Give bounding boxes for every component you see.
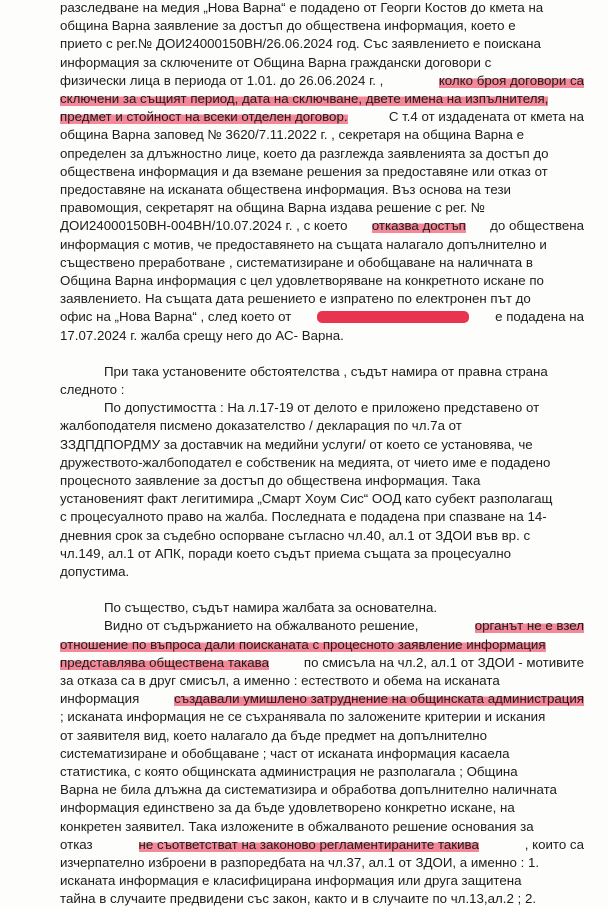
text-segment: ; исканата информация не се съхранявала по заложените критерии и искания bbox=[60, 709, 546, 725]
text-segment: Видно от съдържанието на обжалваното решение, bbox=[104, 618, 419, 634]
text-line bbox=[60, 327, 584, 345]
text-segment: , които са bbox=[524, 836, 584, 852]
text-line bbox=[60, 381, 584, 399]
text-line bbox=[60, 745, 584, 763]
text-line bbox=[60, 708, 584, 726]
text-segment: с процесуалното право на жалба. Последната е подадена при спазване на 14- bbox=[60, 509, 547, 525]
text-segment: определен за длъжностно лице, което да разглежда заявленията за достъп до bbox=[60, 145, 549, 161]
text-line bbox=[104, 617, 584, 635]
text-line bbox=[60, 0, 584, 17]
text-segment: С т.4 от издадената от кмета на bbox=[388, 109, 584, 125]
text-line bbox=[60, 181, 584, 199]
text-line bbox=[60, 690, 584, 708]
text-line bbox=[60, 654, 584, 672]
highlighted-text: отношение по въпроса дали поисканата с процесното заявление информация bbox=[60, 636, 546, 652]
text-segment: информация с мотив, че предоставянето на същата налагало допълнително и bbox=[60, 236, 547, 252]
text-segment: исканата информация е класифицирана информация или друга защитена bbox=[60, 873, 522, 889]
text-segment: Община Варна информация с цел удовлетворяване на конкретното искане по bbox=[60, 273, 544, 288]
text-segment: жалбоподателя писмено доказателство / декларация по чл.7а от bbox=[60, 418, 462, 434]
text-line bbox=[60, 35, 584, 53]
text-segment: е подадена на bbox=[495, 309, 584, 325]
text-line bbox=[60, 290, 584, 308]
text-segment: отказ bbox=[60, 836, 93, 852]
text-segment: физически лица в периода от 1.01. до 26.06.2024 г. , bbox=[60, 72, 384, 88]
text-segment: община Варна заявление за достъп до обществена информация, което е bbox=[60, 18, 516, 34]
highlighted-text: колко броя договори са bbox=[438, 72, 584, 88]
text-segment: процесното заявление за достъп до обществена информация. Така bbox=[60, 473, 481, 488]
text-line bbox=[104, 599, 584, 617]
highlighted-text: представлява обществена такава bbox=[60, 654, 269, 670]
text-segment: При така установените обстоятелства , съдът намира от правна страна bbox=[104, 363, 548, 379]
text-segment: по смисъла на чл.2, ал.1 от ЗДОИ - мотивите bbox=[303, 654, 584, 670]
text-line bbox=[60, 527, 584, 545]
text-line bbox=[60, 108, 584, 126]
text-line bbox=[60, 17, 584, 35]
text-line bbox=[60, 145, 584, 163]
text-line bbox=[60, 636, 584, 654]
redaction-mark bbox=[317, 311, 469, 323]
text-line bbox=[60, 781, 584, 799]
text-segment: съществено преработване , систематизиране и обобщаване на наличната в bbox=[60, 254, 533, 270]
text-line bbox=[104, 399, 584, 417]
text-line bbox=[60, 199, 584, 217]
text-line bbox=[60, 727, 584, 745]
text-segment: Варна не била длъжна да систематизира и обработва допълнително наличната bbox=[60, 782, 557, 798]
text-segment: информация за сключените от Община Варна граждански договори с bbox=[60, 54, 492, 70]
highlighted-text: предмет и стойност на всеки отделен договор. bbox=[60, 109, 348, 125]
text-line bbox=[60, 508, 584, 526]
highlighted-text: не съответстват на законово регламентираните такива bbox=[138, 836, 479, 852]
text-line bbox=[60, 436, 584, 454]
text-line bbox=[60, 72, 584, 90]
highlighted-text: сключени за същият период, дата на сключване, двете имена на изпълнителя, bbox=[60, 91, 549, 106]
text-segment: за отказа са в друг смисъл, а именно : естеството и обема на исканата bbox=[60, 673, 500, 688]
text-line bbox=[60, 163, 584, 181]
text-line bbox=[60, 417, 584, 435]
text-segment: правомощия, секретарят на община Варна издава решение с рег. № bbox=[60, 200, 486, 216]
text-segment: информация bbox=[60, 691, 140, 707]
text-segment: По същество, съдът намира жалбата за основателна. bbox=[104, 600, 438, 616]
text-line bbox=[60, 890, 584, 908]
text-line bbox=[60, 872, 584, 890]
text-segment: информация единствено за да бъде удовлетворено конкретно искане, на bbox=[60, 800, 515, 816]
text-line bbox=[60, 672, 584, 690]
text-line bbox=[60, 818, 584, 836]
text-segment: ДОИ24000150ВН-004ВН/10.07.2024 г. , с което bbox=[60, 218, 348, 234]
text-line bbox=[60, 799, 584, 817]
text-line bbox=[60, 236, 584, 254]
text-segment: от заявителя вид, което налагало да бъде предмет на допълнително bbox=[60, 727, 487, 743]
text-segment: ЗЗДПДПОРДМУ за доставчик на медийни услуги/ от което се установява, че bbox=[60, 436, 533, 452]
text-segment: конкретен заявител. Така изложените в обжалваното решение основания за bbox=[60, 818, 534, 834]
text-segment: община Варна заповед № 3620/7.11.2022 г. , секретаря на община Варна е bbox=[60, 127, 524, 143]
text-line bbox=[60, 454, 584, 472]
highlighted-text: органът не е взел bbox=[474, 618, 584, 634]
text-line bbox=[60, 563, 584, 581]
text-line bbox=[60, 836, 584, 854]
text-segment: По допустимостта : На л.17-19 от делото е приложено представено от bbox=[104, 400, 540, 416]
text-segment: офис на „Нова Варна“ , след което от bbox=[60, 309, 292, 325]
text-segment: установеният факт легитимира „Смарт Хоум Сис“ ООД като субект разполагащ bbox=[60, 491, 553, 507]
text-line bbox=[60, 490, 584, 508]
text-line bbox=[60, 763, 584, 781]
text-line bbox=[60, 545, 584, 563]
text-segment: разследване на медия „Нова Варна“ е подадено от Георги Костов до кмета на bbox=[60, 0, 544, 15]
text-segment: тайна в случаите предвидени със закон, както и в случаите по чл.13,ал.2 ; 2. bbox=[60, 891, 537, 907]
text-segment: 17.07.2024 г. жалба срещу него до АС- Варна. bbox=[60, 327, 344, 343]
text-segment: предоставяне на исканата обществена информация. Въз основа на тези bbox=[60, 182, 511, 197]
text-line bbox=[60, 272, 584, 290]
text-segment: статистика, с която общинската администрация не разполагала ; Община bbox=[60, 764, 518, 779]
text-segment: изчерпателно изброени в разпоредбата на чл.37, ал.1 от ЗДОИ, а именно : 1. bbox=[60, 855, 540, 870]
text-segment: дружеството-жалбоподател е собственик на медията, от чието име е подадено bbox=[60, 454, 551, 470]
text-segment: чл.149, ал.1 от АПК, поради което съдът приема същата за процесуално bbox=[60, 545, 512, 561]
text-line bbox=[104, 363, 584, 381]
text-segment: допустима. bbox=[60, 564, 130, 579]
text-line bbox=[60, 308, 584, 326]
text-line bbox=[60, 472, 584, 490]
text-segment: следното : bbox=[60, 382, 125, 397]
text-segment: дневния срок за съдебно оспорване съгласно чл.40, ал.1 от ЗДОИ във вр. с bbox=[60, 527, 531, 543]
text-line bbox=[60, 854, 584, 872]
text-segment: до обществена bbox=[490, 218, 584, 234]
text-line bbox=[60, 126, 584, 144]
text-segment: прието с рег.№ ДОИ24000150ВН/26.06.2024 год. Със заявлението е поискана bbox=[60, 36, 541, 52]
highlighted-text: създавали умишлено затруднение на общинската администрация bbox=[174, 691, 584, 707]
text-line bbox=[60, 217, 584, 235]
text-line bbox=[60, 54, 584, 72]
text-segment: систематизиране и обобщаване ; част от исканата информация касаела bbox=[60, 745, 510, 761]
text-line bbox=[60, 90, 584, 108]
text-segment: заявлението. На същата дата решението е изпратено по електронен път до bbox=[60, 291, 531, 307]
highlighted-text: отказва достъп bbox=[371, 218, 466, 234]
text-segment: обществена информация и да вземане решения за предоставяне или отказ от bbox=[60, 163, 548, 179]
text-line bbox=[60, 254, 584, 272]
